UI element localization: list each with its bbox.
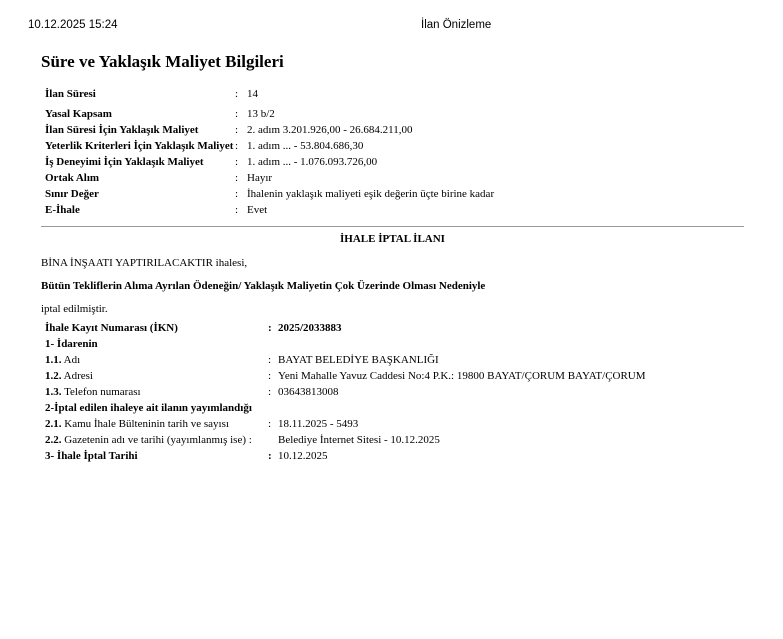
row-separator: : [268, 386, 272, 398]
info-label: E-İhale [45, 204, 80, 216]
info-label: Ortak Alım [45, 172, 100, 184]
info-separator: : [235, 188, 239, 200]
info-value: İhalenin yaklaşık maliyeti eşik değerin üçte birine kadar [247, 188, 495, 200]
info-label: İlan Süresi İçin Yaklaşık Maliyet [45, 124, 199, 136]
print-header [0, 19, 783, 35]
info-label: İlan Süresi [45, 88, 96, 100]
info-row-yasal-kapsam [45, 108, 745, 122]
info-label: İş Deneyimi İçin Yaklaşık Maliyet [45, 156, 204, 168]
ikn-row [45, 322, 745, 337]
yayin-row-bulten [45, 418, 745, 433]
row-number: 2.1. [45, 418, 62, 430]
info-row-is-deneyimi-maliyet [45, 156, 745, 170]
row-label-text: Gazetenin adı ve tarihi (yayımlanmış ise) : [64, 434, 252, 446]
row-label-text: Telefon numarası [64, 386, 141, 398]
info-row-ilan-suresi [45, 88, 745, 102]
section-divider [41, 226, 744, 227]
info-value: 14 [247, 88, 258, 100]
info-separator: : [235, 156, 239, 168]
print-page-title: İlan Önizleme [421, 19, 492, 31]
row-separator: : [268, 354, 272, 366]
row-label-text: Adı [63, 354, 81, 366]
info-label: Yeterlik Kriterleri İçin Yaklaşık Maliyet [45, 140, 234, 152]
info-value: 1. adım ... - 1.076.093.726,00 [247, 156, 378, 168]
row-number: 2.2. [45, 434, 62, 446]
info-value: 13 b/2 [247, 108, 275, 120]
ikn-separator: : [268, 322, 272, 334]
info-value: 2. adım 3.201.926,00 - 26.684.211,00 [247, 124, 413, 136]
info-row-sinir-deger [45, 188, 745, 202]
info-value: Evet [247, 204, 268, 216]
row-number: 1.2. [45, 370, 62, 382]
row-value: 18.11.2025 - 5493 [278, 418, 359, 430]
row-separator: : [268, 370, 272, 382]
row-separator: : [268, 418, 272, 430]
row-label [45, 386, 141, 398]
notice-intro: BİNA İNŞAATI YAPTIRILACAKTIR ihalesi, [41, 257, 248, 269]
row-number: 1.1. [45, 354, 62, 366]
info-row-ortak-alim [45, 172, 745, 186]
iptal-tarihi-label: 3- İhale İptal Tarihi [45, 450, 138, 462]
info-value: Hayır [247, 172, 273, 184]
row-value: Belediye İnternet Sitesi - 10.12.2025 [278, 434, 440, 446]
idare-row-telefon [45, 386, 745, 401]
info-separator: : [235, 88, 239, 100]
section-title: Süre ve Yaklaşık Maliyet Bilgileri [41, 52, 284, 71]
yayin-heading [45, 402, 745, 417]
info-label: Yasal Kapsam [45, 108, 112, 120]
idare-row-adi [45, 354, 745, 369]
info-row-e-ihale [45, 204, 745, 218]
iptal-tarihi-value: 10.12.2025 [278, 450, 328, 462]
idare-heading [45, 338, 745, 353]
row-label [45, 370, 93, 382]
info-separator: : [235, 108, 239, 120]
info-row-ilan-suresi-maliyet [45, 124, 745, 138]
notice-reason: Bütün Tekliflerin Alıma Ayrılan Ödeneğin/ Yaklaşık Maliyetin Çok Üzerinde Olması Nedeniyle [41, 280, 486, 292]
yayin-row-gazete [45, 434, 745, 449]
notice-outcome: iptal edilmiştir. [41, 303, 108, 315]
row-value: Yeni Mahalle Yavuz Caddesi No:4 P.K.: 19800 BAYAT/ÇORUM BAYAT/ÇORUM [278, 370, 646, 382]
info-row-yeterlik-maliyet [45, 140, 745, 154]
iptal-tarihi-separator: : [268, 450, 272, 462]
row-number: 1.3. [45, 386, 62, 398]
row-label-text: Kamu İhale Bülteninin tarih ve sayısı [64, 418, 229, 430]
print-datetime: 10.12.2025 15:24 [28, 19, 118, 31]
notice-title: İHALE İPTAL İLANI [340, 233, 445, 245]
idare-row-adres [45, 370, 745, 385]
info-label: Sınır Değer [45, 188, 99, 200]
ikn-value: 2025/2033883 [278, 322, 342, 334]
ikn-label: İhale Kayıt Numarası (İKN) [45, 322, 178, 334]
info-value: 1. adım ... - 53.804.686,30 [247, 140, 364, 152]
row-label [45, 354, 80, 366]
row-label-text: Adresi [63, 370, 93, 382]
row-value: 03643813008 [278, 386, 339, 398]
info-separator: : [235, 172, 239, 184]
info-separator: : [235, 124, 239, 136]
yayin-heading-text: 2-İptal edilen ihaleye ait ilanın yayımlandığı [45, 402, 252, 414]
info-separator: : [235, 204, 239, 216]
row-label [45, 434, 252, 446]
row-value: BAYAT BELEDİYE BAŞKANLIĞI [278, 354, 439, 366]
iptal-tarihi-row [45, 450, 745, 465]
row-label [45, 418, 229, 430]
idare-heading-text: 1- İdarenin [45, 338, 98, 350]
info-separator: : [235, 140, 239, 152]
